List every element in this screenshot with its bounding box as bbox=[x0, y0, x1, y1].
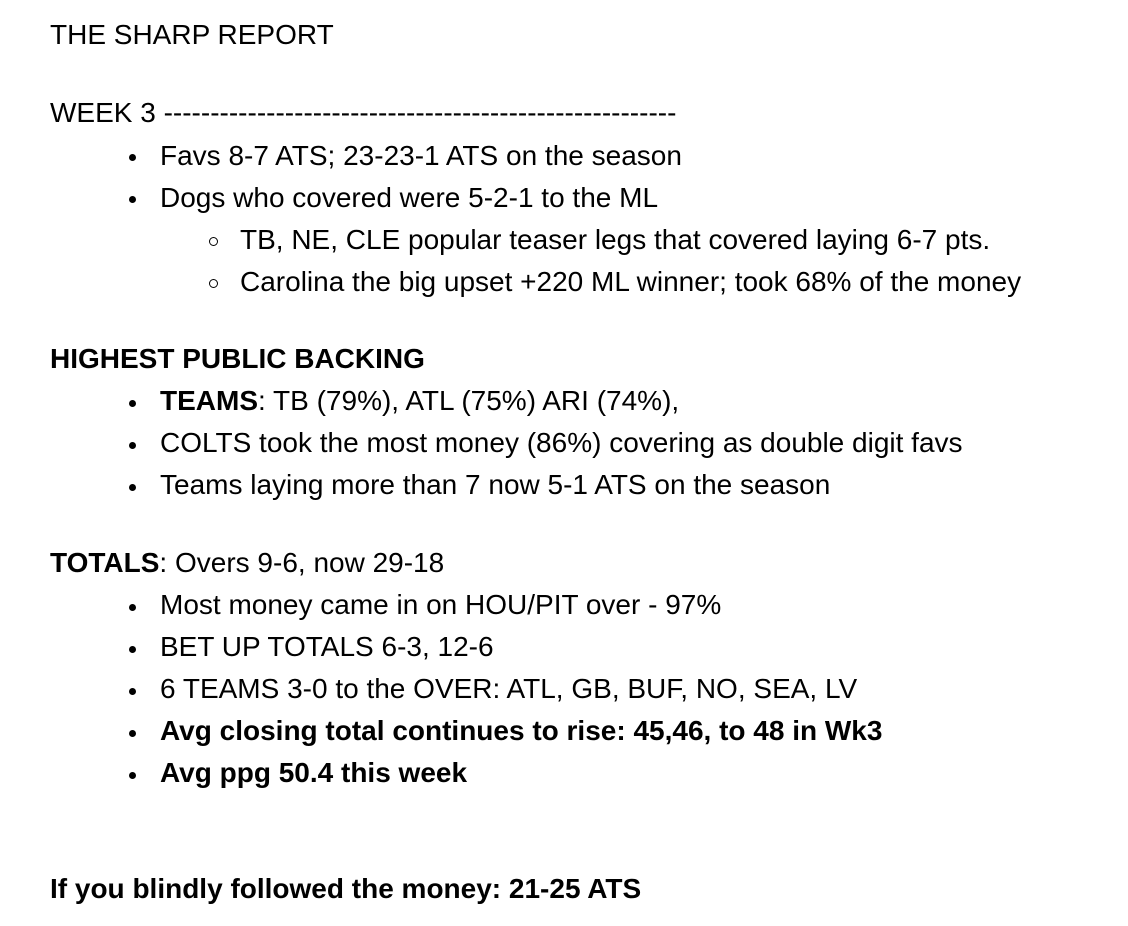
bullet-icon bbox=[129, 196, 136, 203]
hollow-bullet-icon bbox=[209, 279, 218, 288]
report-title: THE SHARP REPORT bbox=[50, 19, 334, 50]
week-item: Dogs who covered were 5-2-1 to the ML bbox=[160, 182, 659, 213]
bullet-icon bbox=[129, 772, 136, 779]
public-teams-item bbox=[160, 384, 679, 418]
week-heading: WEEK 3 ------------------------------------------------------- bbox=[50, 97, 677, 128]
bullet-icon bbox=[129, 730, 136, 737]
footer-summary: If you blindly followed the money: 21-25 ATS bbox=[50, 873, 642, 904]
totals-label: TOTALS bbox=[50, 547, 160, 578]
bullet-icon bbox=[129, 604, 136, 611]
totals-item: Most money came in on HOU/PIT over - 97% bbox=[160, 589, 722, 620]
hollow-bullet-icon bbox=[209, 237, 218, 246]
bullet-icon bbox=[129, 688, 136, 695]
totals-item: BET UP TOTALS 6-3, 12-6 bbox=[160, 631, 494, 662]
public-heading: HIGHEST PUBLIC BACKING bbox=[50, 343, 425, 374]
totals-item: 6 TEAMS 3-0 to the OVER: ATL, GB, BUF, NO, SEA, LV bbox=[160, 673, 858, 704]
bullet-icon bbox=[129, 484, 136, 491]
bullet-icon bbox=[129, 154, 136, 161]
bullet-icon bbox=[129, 646, 136, 653]
totals-heading bbox=[50, 546, 444, 580]
bullet-icon bbox=[129, 400, 136, 407]
totals-bold-item: Avg ppg 50.4 this week bbox=[160, 757, 468, 788]
public-item: Teams laying more than 7 now 5-1 ATS on the season bbox=[160, 469, 831, 500]
totals-bold-item: Avg closing total continues to rise: 45,46, to 48 in Wk3 bbox=[160, 715, 883, 746]
teams-label: TEAMS bbox=[160, 385, 258, 416]
teams-text: : TB (79%), ATL (75%) ARI (74%), bbox=[258, 385, 680, 416]
week-subitem: Carolina the big upset +220 ML winner; took 68% of the money bbox=[240, 266, 1022, 297]
bullet-icon bbox=[129, 442, 136, 449]
week-subitem: TB, NE, CLE popular teaser legs that covered laying 6-7 pts. bbox=[240, 224, 991, 255]
totals-text: : Overs 9-6, now 29-18 bbox=[159, 547, 445, 578]
week-item: Favs 8-7 ATS; 23-23-1 ATS on the season bbox=[160, 140, 682, 171]
public-item: COLTS took the most money (86%) covering as double digit favs bbox=[160, 427, 963, 458]
